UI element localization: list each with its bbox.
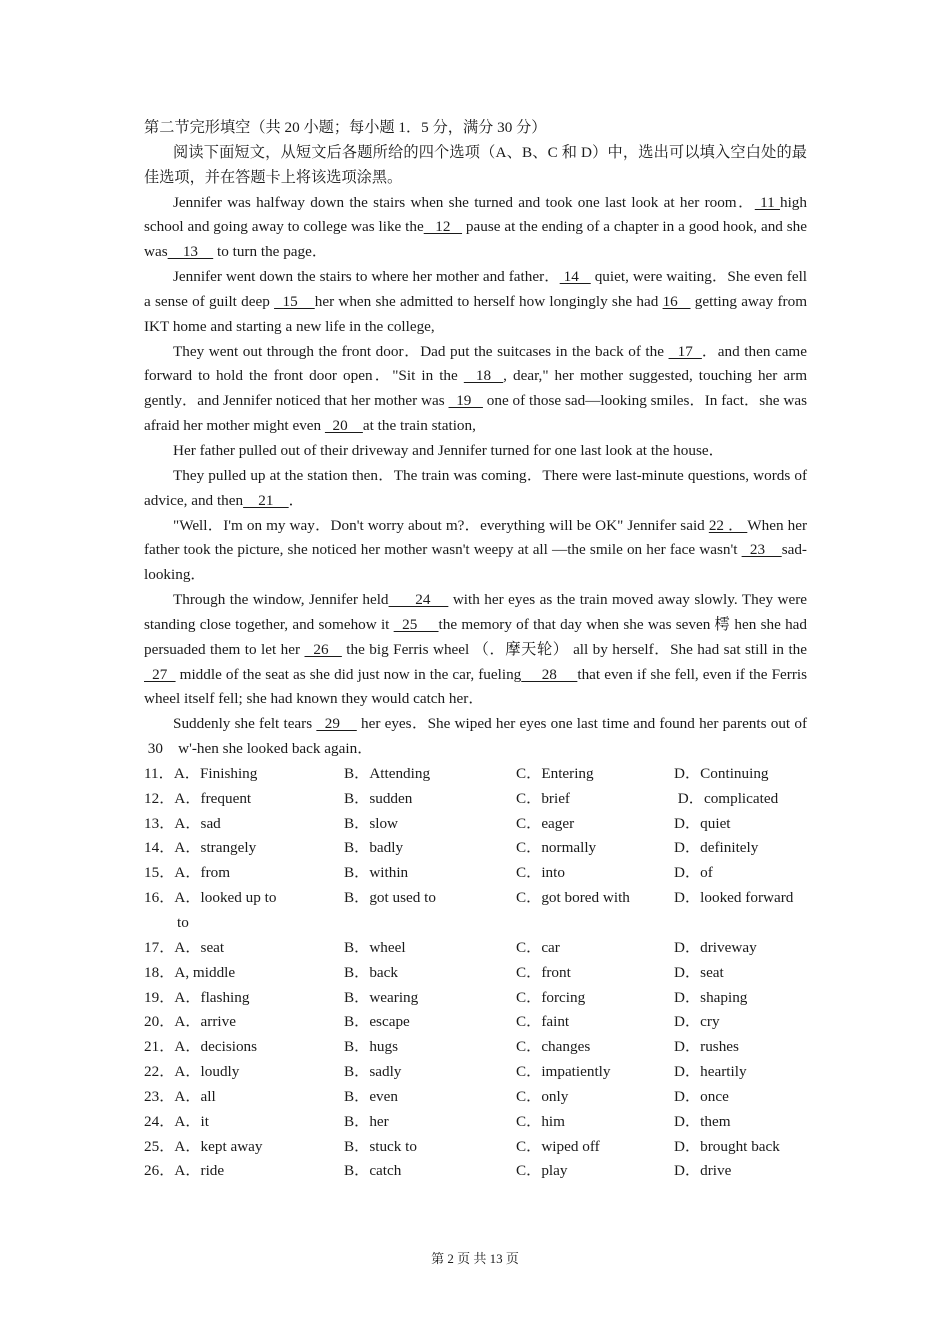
option-c: C．normally xyxy=(516,839,597,857)
option-d: D．quiet xyxy=(674,814,731,832)
exam-page xyxy=(144,116,807,1184)
option-row-14: 14．A．strangely B．badly C．normally D．definitely xyxy=(144,836,807,861)
option-b: B．stuck to xyxy=(344,1137,417,1155)
blank-28: 28 xyxy=(521,665,578,683)
option-a: A．flashing xyxy=(174,988,250,1006)
option-b: B．her xyxy=(344,1112,389,1130)
option-row-19: 19．A．flashing B．wearing C．forcing D．shaping xyxy=(144,986,807,1011)
option-c: C．play xyxy=(516,1162,568,1180)
option-d: D．them xyxy=(674,1112,731,1130)
passage-paragraph: Jennifer was halfway down the stairs when she turned and took one last look at her room． 11 high school and going away to college was like the 12 pause at the ending of a chapter in a good hook, and she was 13 to turn the page． xyxy=(144,193,807,261)
option-d: D．Continuing xyxy=(674,764,769,782)
option-d: D．once xyxy=(674,1087,729,1105)
option-a: A．sad xyxy=(174,814,221,832)
passage-paragraph: Suddenly she felt tears 29 her eyes．She wiped her eyes one last time and found her parents out of 30 w'-hen she looked back again． xyxy=(144,715,807,758)
option-b: B．Attending xyxy=(344,764,431,782)
option-d: D．heartily xyxy=(674,1063,747,1081)
option-c: C．brief xyxy=(516,789,570,807)
option-d: D．definitely xyxy=(674,839,759,857)
passage-paragraph: They pulled up at the station then．The train was coming．There were last-minute questions, words of advice, and then 21 ． xyxy=(144,466,807,509)
option-a-wrap: to xyxy=(177,914,189,931)
option-a: A．strangely xyxy=(174,839,257,857)
option-a: A．from xyxy=(174,864,231,882)
blank-29: 29 xyxy=(316,715,357,733)
option-row-20: 20．A．arrive B．escape C．faint D．cry xyxy=(144,1010,807,1035)
section-instructions: 阅读下面短文，从短文后各题所给的四个选项（A、B、C 和 D）中，选出可以填入空白处的最佳选项，并在答题卡上将该选项涂黑。 xyxy=(144,143,807,186)
blank-30: 30 xyxy=(144,740,175,758)
option-b: B．got used to xyxy=(344,889,436,907)
option-row-13: 13．A．sad B．slow C．eager D．quiet xyxy=(144,812,807,837)
option-b: B．sadly xyxy=(344,1063,402,1081)
option-row-16: 16．A．looked up to to B．got used to C．got bored with D．looked forward xyxy=(144,886,807,936)
page-footer: 第 2 页 共 13 页 xyxy=(431,1251,519,1266)
option-c: C．car xyxy=(516,938,560,956)
option-row-22: 22．A．loudly B．sadly C．impatiently D．heartily xyxy=(144,1060,807,1085)
option-c: C．only xyxy=(516,1087,569,1105)
blank-19: 19 xyxy=(448,392,483,410)
blank-16: 16 xyxy=(662,292,691,310)
option-b: B．wearing xyxy=(344,988,419,1006)
passage-paragraph: "Well．I'm on my way．Don't worry about m?．everything will be OK" Jennifer said 22 ． When her father took the picture, she noticed her mother wasn't weepy at all —the smile on her face wasn't 23 sad-looking． xyxy=(144,516,808,584)
option-d: D．cry xyxy=(674,1013,720,1031)
option-a: A．loudly xyxy=(174,1063,240,1081)
blank-25: 25 xyxy=(393,615,439,633)
section-title: 第二节完形填空（共 20 小题；每小题 1．5 分，满分 30 分） xyxy=(144,119,547,136)
blank-12: 12 xyxy=(423,218,463,236)
blank-13: 13 xyxy=(167,243,214,261)
blank-15: 15 xyxy=(274,292,315,310)
option-b: B．badly xyxy=(344,839,404,857)
option-a: A．looked up to xyxy=(174,889,277,907)
option-c: C．changes xyxy=(516,1038,591,1056)
option-a: A．all xyxy=(174,1087,216,1105)
option-a: A．it xyxy=(174,1112,209,1130)
blank-18: 18 xyxy=(463,367,504,385)
option-c: C．front xyxy=(516,963,571,981)
option-b: B．hugs xyxy=(344,1038,399,1056)
option-c: C．eager xyxy=(516,814,575,832)
option-d: D．looked forward xyxy=(674,889,794,907)
option-c: C．impatiently xyxy=(516,1063,611,1081)
option-c: C．got bored with xyxy=(516,889,630,907)
option-a: A．Finishing xyxy=(173,764,258,782)
option-row-25: 25．A．kept away B．stuck to C．wiped off D．brought back xyxy=(144,1135,807,1160)
option-b: B．wheel xyxy=(344,938,406,956)
blank-21: 21 xyxy=(243,491,289,509)
option-d: D．rushes xyxy=(674,1038,739,1056)
blank-23: 23 xyxy=(741,541,782,559)
passage-paragraph: Through the window, Jennifer held 24 with her eyes as the train moved away slowly. They were standing close together, and somehow it 25 the memory of that day when she was seven 樗 hen she had persuaded them to let her 26 the big Ferris wheel （．摩天轮） all by herself．She had sat still in the 27 middle of the seat as she did just now in the car, fueling 28 that even if she fell, even if the Ferris wheel itself fell; she had known they would catch her． xyxy=(144,591,808,708)
option-a: A．decisions xyxy=(174,1038,258,1056)
option-row-18: 18．A, middle B．back C．front D．seat xyxy=(144,961,807,986)
blank-22: 22 ． xyxy=(708,516,748,534)
blank-17: 17 xyxy=(668,342,702,360)
blank-20: 20 xyxy=(324,417,363,435)
blank-11: 11 xyxy=(754,193,780,211)
option-b: B．back xyxy=(344,963,398,981)
option-d: D．of xyxy=(674,864,713,882)
option-row-15: 15．A．from B．within C．into D．of xyxy=(144,861,807,886)
option-row-21: 21．A．decisions B．hugs C．changes D．rushes xyxy=(144,1035,807,1060)
option-c: C．into xyxy=(516,864,565,882)
option-a: A．kept away xyxy=(174,1137,263,1155)
option-a: A．seat xyxy=(174,938,225,956)
option-d: D．drive xyxy=(674,1162,732,1180)
option-c: C．wiped off xyxy=(516,1137,600,1155)
option-b: B．catch xyxy=(344,1162,402,1180)
option-c: C．him xyxy=(516,1112,565,1130)
option-d: D．brought back xyxy=(674,1137,780,1155)
passage-paragraph: Her father pulled out of their driveway and Jennifer turned for one last look at the house． xyxy=(173,441,724,459)
blank-27: 27 xyxy=(144,665,176,683)
answer-options-list xyxy=(144,762,807,1184)
option-c: C．faint xyxy=(516,1013,570,1031)
option-row-17: 17．A．seat B．wheel C．car D．driveway xyxy=(144,936,807,961)
passage-paragraph: They went out through the front door．Dad put the suitcases in the back of the 17 ．and then came forward to hold the front door open．"Sit in the 18 , dear," her mother suggested, touching her arm gently．and Jennifer noticed that her mother was 19 one of those sad—looking smiles．In fact．she was afraid her mother might even 20 at the train station, xyxy=(144,342,808,435)
passage-paragraph: Jennifer went down the stairs to where her mother and father． 14 quiet, were waiting．She even fell a sense of guilt deep 15 her when she admitted to herself how longingly she had 16 getting away from IKT home and starting a new life in the college, xyxy=(144,268,808,335)
option-row-26: 26．A．ride B．catch C．play D．drive xyxy=(144,1159,807,1184)
option-a: A, middle xyxy=(174,963,236,981)
option-d: D．driveway xyxy=(674,938,757,956)
option-c: C．forcing xyxy=(516,988,586,1006)
option-b: B．within xyxy=(344,864,409,882)
option-b: B．escape xyxy=(344,1013,410,1031)
blank-14: 14 xyxy=(559,268,591,286)
option-row-24: 24．A．it B．her C．him D．them xyxy=(144,1110,807,1135)
option-c: C．Entering xyxy=(516,764,594,782)
option-row-12: 12．A．frequent B．sudden C．brief D．complicated xyxy=(144,787,807,812)
option-row-23: 23．A．all B．even C．only D．once xyxy=(144,1085,807,1110)
option-b: B．sudden xyxy=(344,789,413,807)
option-b: B．slow xyxy=(344,814,399,832)
option-d: D．complicated xyxy=(674,789,779,807)
option-a: A．frequent xyxy=(174,789,252,807)
option-row-11: 11．A．Finishing B．Attending C．Entering D．Continuing xyxy=(144,762,807,787)
blank-26: 26 xyxy=(304,640,342,658)
option-d: D．shaping xyxy=(674,988,748,1006)
blank-24: 24 xyxy=(388,591,449,609)
option-d: D．seat xyxy=(674,963,724,981)
option-a: A．ride xyxy=(174,1162,225,1180)
option-b: B．even xyxy=(344,1087,398,1105)
option-a: A．arrive xyxy=(174,1013,236,1031)
